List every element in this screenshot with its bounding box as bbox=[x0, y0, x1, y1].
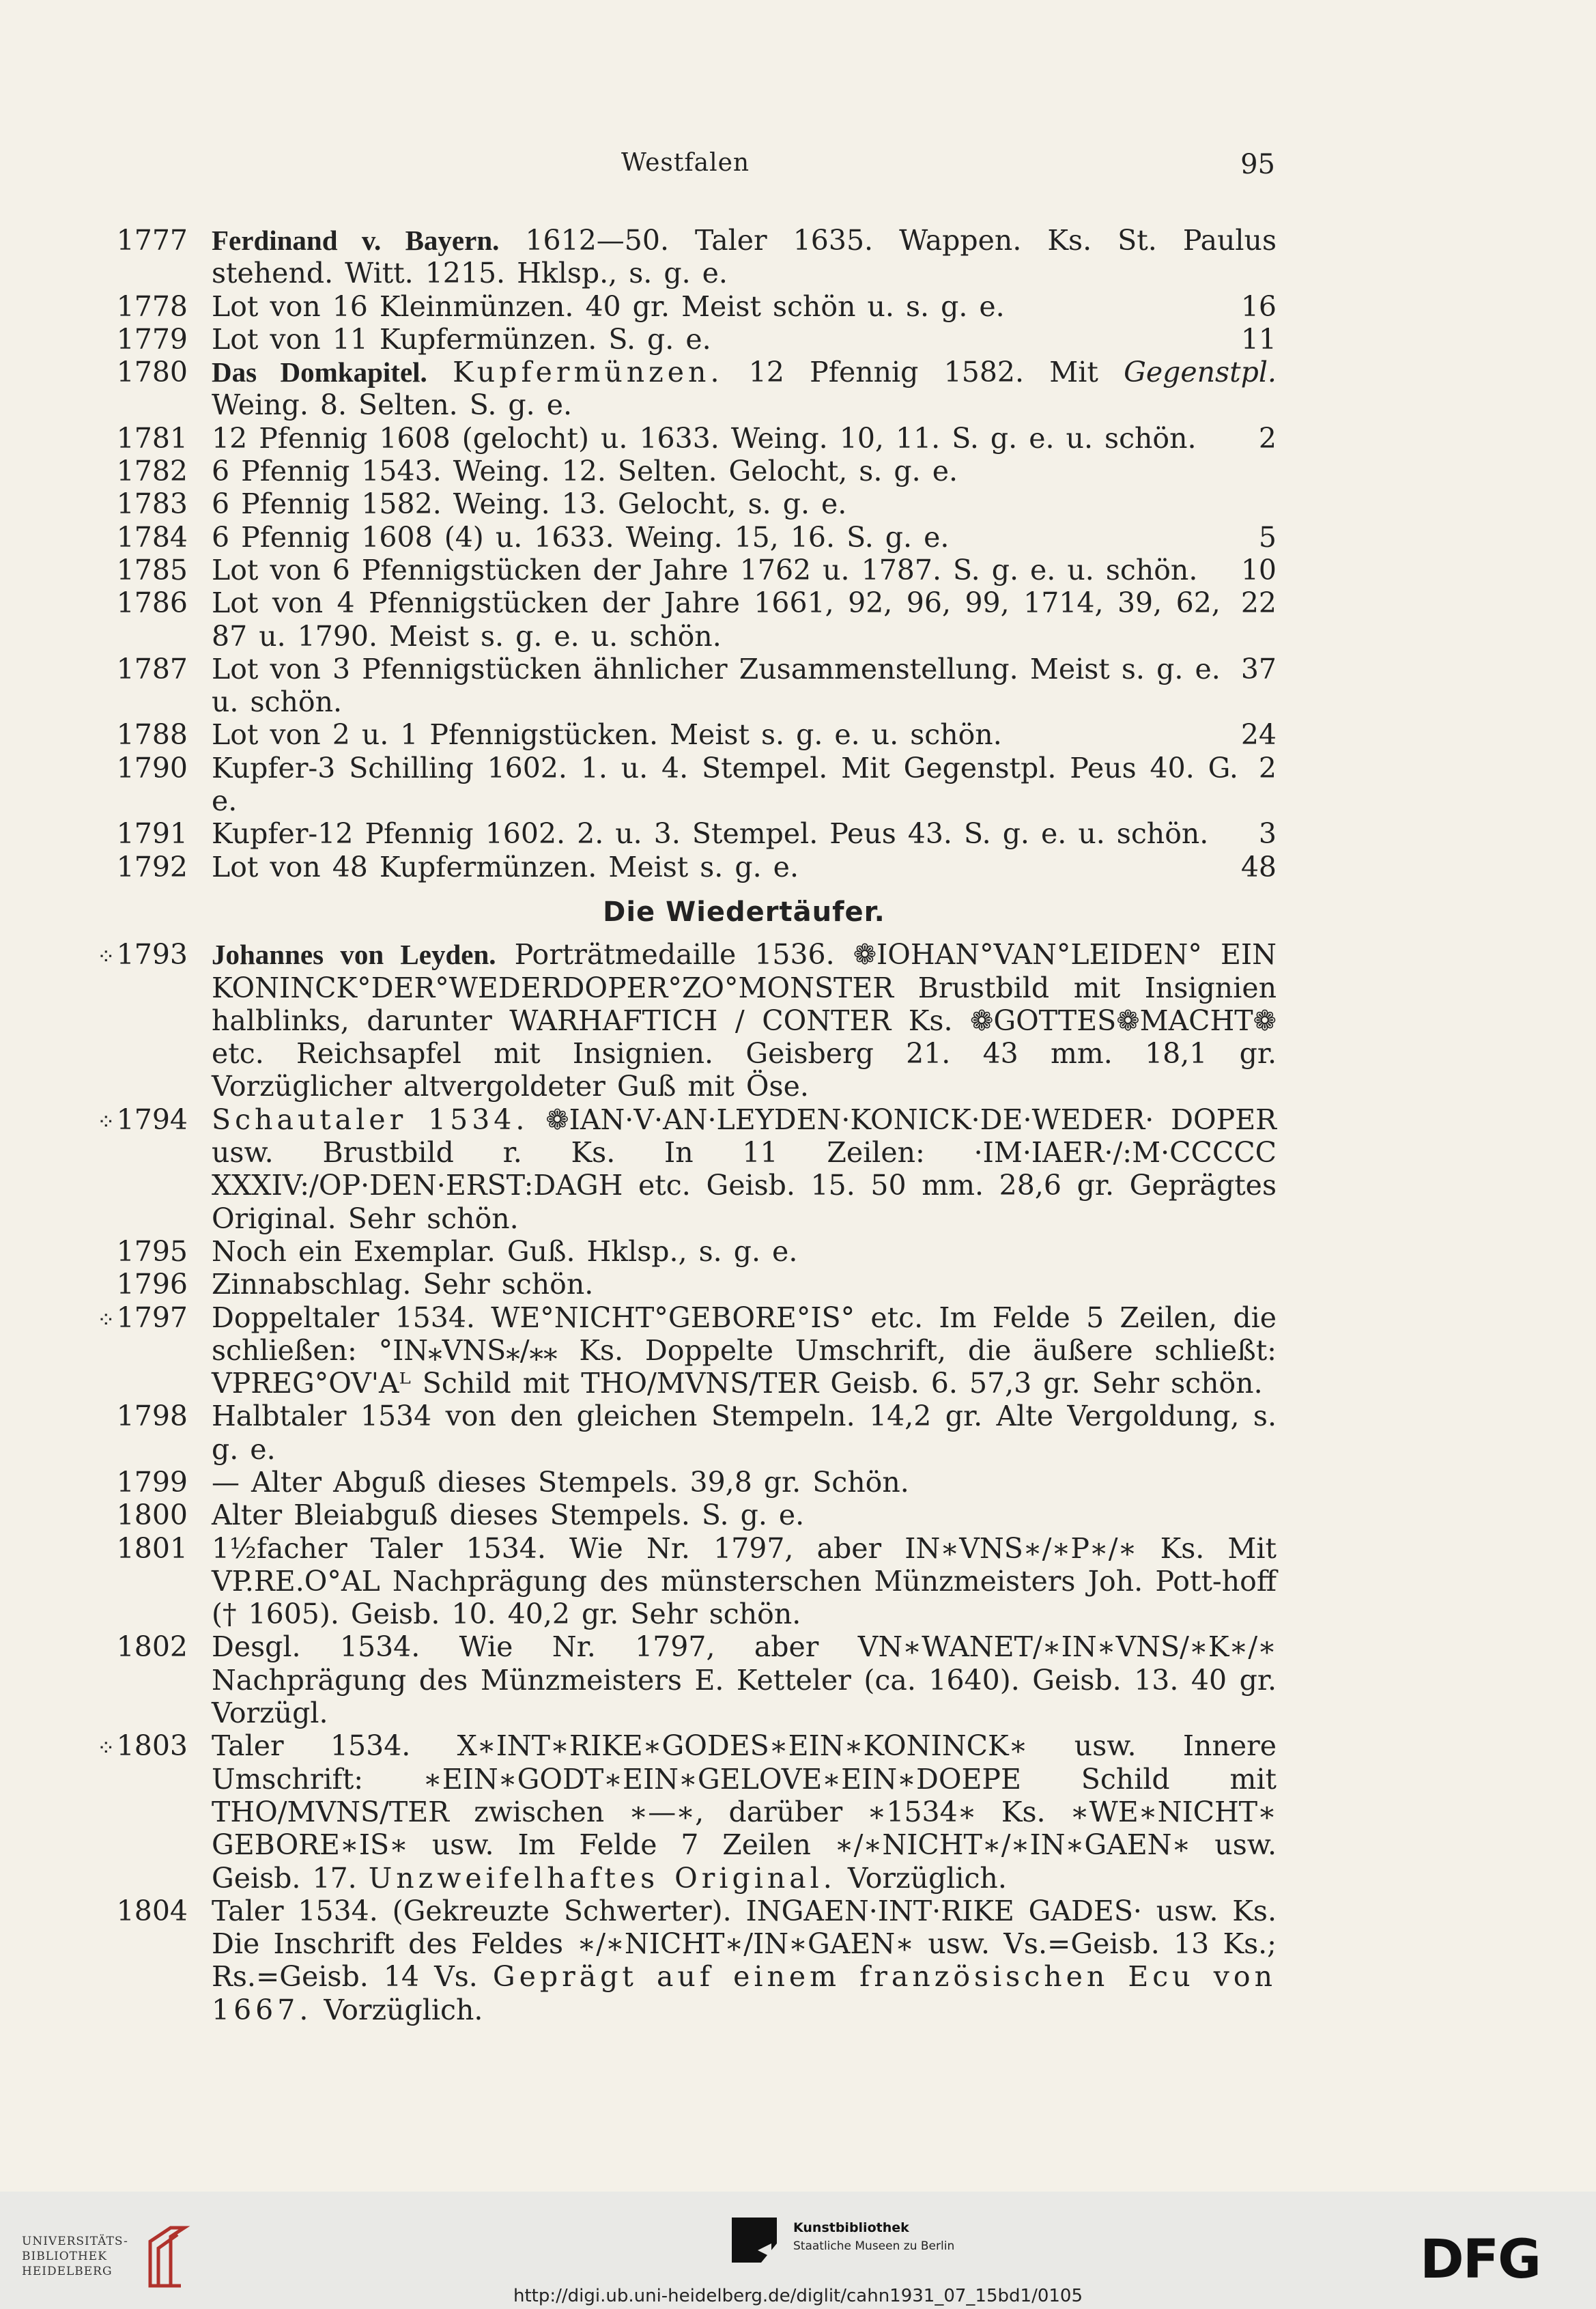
lot-text: 1612—50. Taler 1635. Wappen. Ks. St. Paulus stehend. Witt. 1215. Hklsp., s. g. e. bbox=[212, 224, 1277, 290]
kb-subtitle: Staatliche Museen zu Berlin bbox=[793, 2239, 955, 2253]
lot-number-value: 1782 bbox=[116, 455, 188, 488]
ub-logo-text: UNIVERSITÄTS- BIBLIOTHEK HEIDELBERG bbox=[22, 2235, 128, 2278]
lot-price: 2 bbox=[1258, 751, 1277, 784]
lot-number-value: 1801 bbox=[116, 1531, 188, 1565]
lot-text: 6 Pfennig 1608 (4) u. 1633. Weing. 15, 16. S. g. e. bbox=[212, 520, 950, 554]
catalog-entry bbox=[96, 752, 1277, 818]
lot-number-value: 1799 bbox=[116, 1465, 188, 1499]
illustrated-marker-icon: ⁘ bbox=[96, 1735, 115, 1761]
lot-number bbox=[96, 1532, 212, 1565]
lot-text: 1½facher Taler 1534. Wie Nr. 1797, aber IN∗VNS∗/∗P∗/∗ Ks. Mit VP.RE.O°AL Nachprägung des münsterschen Münzmeisters Joh. Pott-hoff († 1605). Geisb. 10. 40,2 gr. Sehr schön. bbox=[212, 1531, 1277, 1631]
lot-number bbox=[96, 817, 212, 850]
lot-text: ❁IAN·V·AN·LEYDEN·KONICK·DE·WEDER· DOPER usw. Brustbild r. Ks. In 11 Zeilen: ·IM·IAER·/:M·CCCCC XXXIV:/OP·DEN·ERST:DAGH etc. Geisb. 15. 50 mm. 28,6 gr. Geprägtes Original. Sehr schön. bbox=[212, 1103, 1277, 1235]
lot-description bbox=[212, 521, 1277, 554]
lot-number-value: 1780 bbox=[116, 356, 188, 389]
ub-emblem-icon bbox=[143, 2224, 191, 2293]
lot-text: Desgl. 1534. Wie Nr. 1797, aber VN∗WANET/∗IN∗VNS/∗K∗/∗ Nachprägung des Münzmeisters E. Ketteler (ca. 1640). Geisb. 13. 40 gr. Vorzügl. bbox=[212, 1630, 1277, 1730]
catalog-entry bbox=[96, 851, 1277, 883]
lot-number-value: 1783 bbox=[116, 487, 188, 521]
lot-description bbox=[212, 1400, 1277, 1466]
lot-number-value: 1777 bbox=[116, 224, 188, 257]
lot-text-continued: Weing. 8. Selten. S. g. e. bbox=[212, 388, 573, 422]
catalog-entry bbox=[96, 455, 1277, 487]
lot-number-value: 1802 bbox=[116, 1630, 188, 1664]
lot-number-value: 1792 bbox=[116, 850, 188, 883]
lot-number-value: 1798 bbox=[116, 1400, 188, 1433]
catalog-entry bbox=[96, 1400, 1277, 1466]
lot-number bbox=[96, 455, 212, 487]
lot-spaced-text: Kupfermünzen. bbox=[453, 356, 724, 389]
lot-number-value: 1787 bbox=[116, 652, 188, 685]
lot-spaced-text: Unzweifelhaftes Original. bbox=[368, 1861, 836, 1895]
lot-text: 6 Pfennig 1582. Weing. 13. Gelocht, s. g. e. bbox=[212, 487, 847, 521]
lot-description bbox=[212, 1268, 1277, 1301]
lot-number bbox=[96, 851, 212, 883]
lot-description bbox=[212, 718, 1277, 751]
lot-description bbox=[212, 1301, 1277, 1400]
lot-description bbox=[212, 1103, 1277, 1235]
lot-description bbox=[212, 1532, 1277, 1631]
lot-number-value: 1796 bbox=[116, 1268, 188, 1301]
lot-text: 12 Pfennig 1608 (gelocht) u. 1633. Weing. 10, 11. S. g. e. u. schön. bbox=[212, 421, 1197, 455]
lot-number bbox=[96, 290, 212, 323]
lot-description bbox=[212, 938, 1277, 1103]
kunstbibliothek-logo[interactable] bbox=[730, 2216, 955, 2267]
kunstbibliothek-emblem-icon bbox=[730, 2216, 778, 2264]
lot-text: Kupfer-12 Pfennig 1602. 2. u. 3. Stempel. Peus 43. S. g. e. u. schön. bbox=[212, 817, 1209, 851]
lot-number bbox=[96, 554, 212, 586]
lot-description bbox=[212, 851, 1277, 883]
lot-spaced-text: Schautaler 1534. bbox=[212, 1103, 529, 1136]
lot-description bbox=[212, 1235, 1277, 1268]
catalog-entry bbox=[96, 1729, 1277, 1894]
catalog-entry bbox=[96, 1268, 1277, 1301]
lot-price: 37 bbox=[1240, 652, 1277, 685]
lot-number bbox=[96, 718, 212, 751]
lot-text-continued: Vorzüglich. bbox=[312, 1993, 483, 2026]
lot-number bbox=[96, 1729, 212, 1764]
lot-price: 22 bbox=[1240, 586, 1277, 620]
lot-text: Lot von 48 Kupfermünzen. Meist s. g. e. bbox=[212, 850, 799, 883]
lot-number-value: 1788 bbox=[116, 718, 188, 752]
lot-description bbox=[212, 817, 1277, 850]
illustrated-marker-icon: ⁘ bbox=[96, 944, 115, 970]
lot-description bbox=[212, 356, 1277, 422]
lot-number-value: 1794 bbox=[116, 1103, 188, 1136]
illustrated-marker-icon: ⁘ bbox=[96, 1108, 115, 1135]
lot-text: Doppeltaler 1534. WE°NICHT°GEBORE°IS° etc. Im Felde 5 Zeilen, die schließen: °IN⁎VNS⁎/⁎⁎ Ks. Doppelte Umschrift, die äußere schließt: VPREG°OV'Aᴸ Schild mit THO/MVNS/TER Geisb. 6. 57,3 gr. Sehr schön. bbox=[212, 1301, 1277, 1400]
lot-number bbox=[96, 938, 212, 973]
lot-text: Lot von 4 Pfennigstücken der Jahre 1661, 92, 96, 99, 1714, 39, 62, 87 u. 1790. Meist s. g. e. u. schön. bbox=[212, 586, 1221, 653]
lot-description bbox=[212, 1729, 1277, 1894]
lot-description bbox=[212, 1499, 1277, 1531]
catalog-entry bbox=[96, 938, 1277, 1103]
catalog-content bbox=[96, 224, 1277, 2026]
lot-number-value: 1784 bbox=[116, 520, 188, 554]
lot-number bbox=[96, 586, 212, 619]
lot-number-value: 1803 bbox=[116, 1729, 188, 1763]
lot-number-value: 1791 bbox=[116, 817, 188, 851]
lot-number bbox=[96, 521, 212, 554]
lot-italic-text: Gegenstpl. bbox=[1124, 356, 1277, 389]
lot-number bbox=[96, 1630, 212, 1663]
entries-westfalen bbox=[96, 224, 1277, 883]
lot-description bbox=[212, 554, 1277, 586]
lot-text-continued: Vorzüglich. bbox=[836, 1861, 1007, 1895]
lot-description bbox=[212, 455, 1277, 487]
lot-description bbox=[212, 586, 1277, 653]
page-title: Westfalen bbox=[621, 149, 750, 177]
lot-text: Alter Bleiabguß dieses Stempels. S. g. e. bbox=[212, 1499, 805, 1532]
lot-description bbox=[212, 290, 1277, 323]
lot-number-value: 1795 bbox=[116, 1234, 188, 1268]
dfg-logo[interactable]: DFG bbox=[1420, 2229, 1541, 2291]
lot-number bbox=[96, 1499, 212, 1531]
lot-text: Lot von 2 u. 1 Pfennigstücken. Meist s. g. e. u. schön. bbox=[212, 718, 1002, 752]
catalog-entry bbox=[96, 1499, 1277, 1531]
source-url[interactable]: http://digi.ub.uni-heidelberg.de/diglit/cahn1931_07_15bd1/0105 bbox=[513, 2286, 1083, 2306]
lot-heading: Das Domkapitel. bbox=[212, 356, 427, 388]
university-library-logo[interactable] bbox=[22, 2212, 213, 2294]
lot-text: Halbtaler 1534 von den gleichen Stempeln. 14,2 gr. Alte Vergoldung, s. g. e. bbox=[212, 1400, 1277, 1466]
lot-number bbox=[96, 752, 212, 784]
catalog-entry bbox=[96, 290, 1277, 323]
catalog-entry bbox=[96, 1235, 1277, 1268]
catalog-entry bbox=[96, 224, 1277, 290]
lot-text: Lot von 11 Kupfermünzen. S. g. e. bbox=[212, 322, 711, 356]
lot-number-value: 1781 bbox=[116, 421, 188, 455]
catalog-entry bbox=[96, 487, 1277, 520]
lot-text: Lot von 3 Pfennigstücken ähnlicher Zusammenstellung. Meist s. g. e. u. schön. bbox=[212, 652, 1221, 719]
catalog-entry bbox=[96, 1895, 1277, 2026]
catalog-entry bbox=[96, 1532, 1277, 1631]
lot-number bbox=[96, 1301, 212, 1336]
lot-number bbox=[96, 1268, 212, 1301]
lot-price: 48 bbox=[1240, 850, 1277, 883]
page-number: 95 bbox=[1240, 149, 1275, 180]
lot-number-value: 1779 bbox=[116, 322, 188, 356]
lot-text: Taler 1534. X∗INT∗RIKE∗GODES∗EIN∗KONINCK∗ usw. Innere Umschrift: ∗EIN∗GODT∗EIN∗GELOVE∗EIN∗DOEPE Schild mit THO/MVNS/TER zwischen ∗—∗, darüber ∗1534∗ Ks. ∗WE∗NICHT∗ GEBORE∗IS∗ usw. Im Felde 7 Zeilen ∗/∗NICHT∗/∗IN∗GAEN∗ usw. Geisb. 17. bbox=[212, 1729, 1277, 1895]
lot-price: 10 bbox=[1240, 553, 1277, 586]
lot-description bbox=[212, 1630, 1277, 1729]
lot-number-value: 1804 bbox=[116, 1894, 188, 1927]
lot-number bbox=[96, 224, 212, 257]
kb-title: Kunstbibliothek bbox=[793, 2220, 909, 2235]
lot-description bbox=[212, 224, 1277, 290]
catalog-entry bbox=[96, 586, 1277, 653]
lot-number-value: 1790 bbox=[116, 751, 188, 784]
lot-description bbox=[212, 422, 1277, 455]
lot-text: 6 Pfennig 1543. Weing. 12. Selten. Gelocht, s. g. e. bbox=[212, 455, 958, 488]
lot-number bbox=[96, 323, 212, 356]
lot-number-value: 1785 bbox=[116, 553, 188, 586]
lot-price: 3 bbox=[1258, 817, 1277, 851]
lot-number bbox=[96, 1400, 212, 1432]
lot-number bbox=[96, 487, 212, 520]
catalog-entry bbox=[96, 1301, 1277, 1400]
lot-number bbox=[96, 1895, 212, 1927]
lot-text: Zinnabschlag. Sehr schön. bbox=[212, 1268, 594, 1301]
lot-text: Lot von 6 Pfennigstücken der Jahre 1762 u. 1787. S. g. e. u. schön. bbox=[212, 553, 1198, 586]
lot-number-value: 1786 bbox=[116, 586, 188, 620]
catalog-entry bbox=[96, 817, 1277, 850]
lot-number-value: 1800 bbox=[116, 1499, 188, 1532]
lot-number bbox=[96, 653, 212, 685]
lot-description bbox=[212, 653, 1277, 719]
footer-bar bbox=[0, 2192, 1596, 2309]
lot-text: Noch ein Exemplar. Guß. Hklsp., s. g. e. bbox=[212, 1234, 798, 1268]
lot-number bbox=[96, 1103, 212, 1138]
lot-description bbox=[212, 323, 1277, 356]
lot-text: — Alter Abguß dieses Stempels. 39,8 gr. Schön. bbox=[212, 1465, 909, 1499]
lot-price: 24 bbox=[1240, 718, 1277, 752]
lot-text: Porträtmedaille 1536. ❁IOHAN°VAN°LEIDEN° EIN KONINCK°DER°WEDERDOPER°ZO°MONSTER Brustbild mit Insignien halblinks, darunter WARHAFTICH / CONTER Ks. ❁GOTTES❁MACHT❁ etc. Reichsapfel mit Insignien. Geisberg 21. 43 mm. 18,1 gr. Vorzüglicher altvergoldeter Guß mit Öse. bbox=[212, 938, 1277, 1103]
catalog-entry bbox=[96, 554, 1277, 586]
lot-number bbox=[96, 1466, 212, 1499]
lot-text: Lot von 16 Kleinmünzen. 40 gr. Meist schön u. s. g. e. bbox=[212, 289, 1005, 323]
catalog-entry bbox=[96, 1630, 1277, 1729]
lot-number bbox=[96, 1235, 212, 1268]
lot-heading: Johannes von Leyden. bbox=[212, 939, 496, 971]
lot-description bbox=[212, 1895, 1277, 2026]
lot-number-value: 1793 bbox=[116, 938, 188, 972]
catalog-entry bbox=[96, 323, 1277, 356]
lot-number bbox=[96, 422, 212, 455]
lot-heading: Ferdinand v. Bayern. bbox=[212, 225, 500, 256]
lot-number-value: 1778 bbox=[116, 289, 188, 323]
catalog-entry bbox=[96, 653, 1277, 719]
section-heading: Die Wiedertäufer. bbox=[603, 896, 885, 928]
lot-price: 5 bbox=[1258, 520, 1277, 554]
lot-text: Kupfer-3 Schilling 1602. 1. u. 4. Stempel. Mit Gegenstpl. Peus 40. G. e. bbox=[212, 751, 1238, 818]
running-head bbox=[0, 149, 1596, 183]
lot-text: 12 Pfennig 1582. Mit bbox=[723, 356, 1124, 389]
catalog-entry bbox=[96, 422, 1277, 455]
catalog-entry bbox=[96, 1466, 1277, 1499]
illustrated-marker-icon: ⁘ bbox=[96, 1306, 115, 1333]
lot-description bbox=[212, 487, 1277, 520]
lot-price: 2 bbox=[1258, 421, 1277, 455]
catalog-entry bbox=[96, 356, 1277, 422]
lot-number-value: 1797 bbox=[116, 1301, 188, 1334]
lot-price: 16 bbox=[1240, 289, 1277, 323]
lot-price: 11 bbox=[1240, 322, 1277, 356]
lot-number bbox=[96, 356, 212, 388]
catalog-entry bbox=[96, 1103, 1277, 1235]
lot-text: Taler 1534. (Gekreuzte Schwerter). INGAEN·INT·RIKE GADES· usw. Ks. Die Inschrift des Feldes ∗/∗NICHT∗/IN∗GAEN∗ usw. Vs.=Geisb. 13 Ks.; Rs.=Geisb. 14 Vs. bbox=[212, 1894, 1277, 1994]
lot-spaced-text: Geprägt auf einem französischen Ecu von 1667. bbox=[212, 1960, 1277, 2026]
lot-description bbox=[212, 1466, 1277, 1499]
catalog-entry bbox=[96, 718, 1277, 751]
entries-wiedertaeufer bbox=[96, 938, 1277, 2026]
catalog-entry bbox=[96, 521, 1277, 554]
lot-description bbox=[212, 752, 1277, 818]
